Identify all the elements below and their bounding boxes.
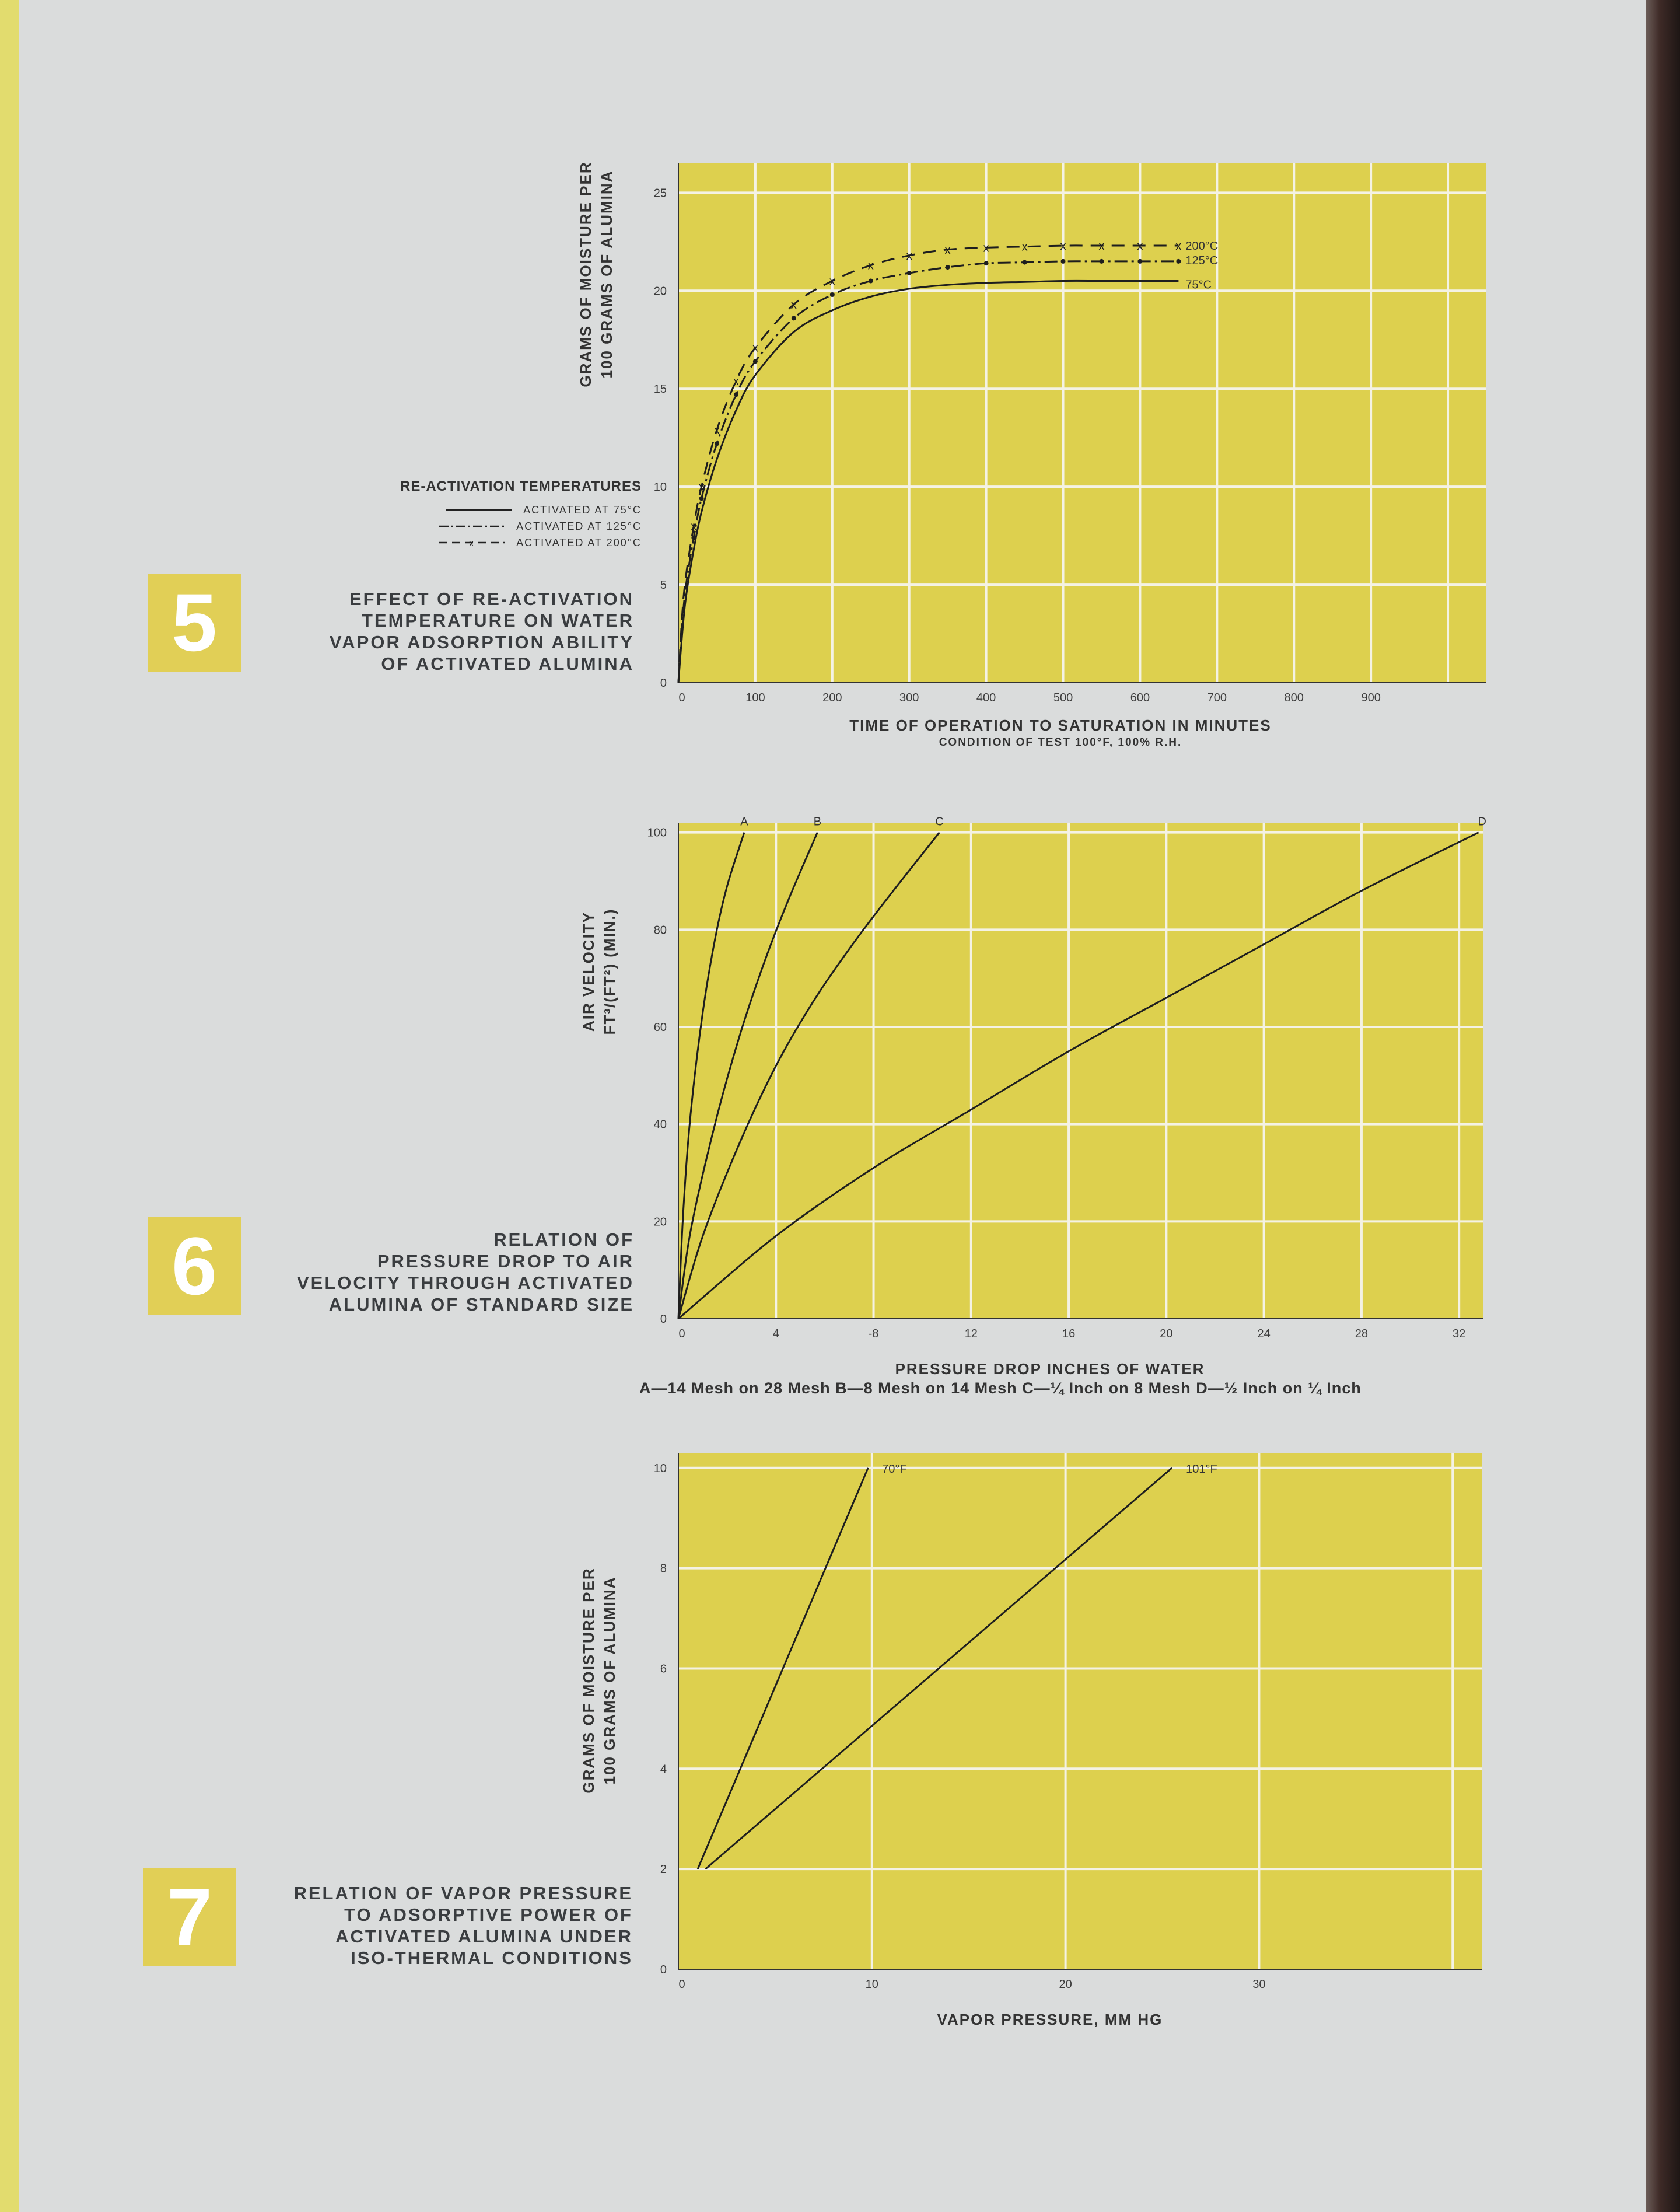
dot-marker (1023, 260, 1027, 265)
dot-marker (753, 359, 758, 364)
plot-area (678, 163, 1486, 683)
y-axis-title-line: 100 GRAMS OF ALUMINA (598, 170, 615, 379)
mesh-size-key: A—14 Mesh on 28 Mesh B—8 Mesh on 14 Mesh C—¼ Inch on 8 Mesh D—½ Inch on ¼ Inch (639, 1379, 1362, 1397)
plot-area (678, 1453, 1482, 1969)
y-axis-title-line: GRAMS OF MOISTURE PER (580, 1567, 597, 1794)
y-tick-label: 25 (653, 187, 667, 200)
y-tick-label: 15 (653, 383, 667, 396)
y-tick-label: 0 (660, 1963, 667, 1976)
x-marker: x (867, 259, 874, 272)
y-tick-label: 0 (660, 677, 667, 690)
x-tick-label: 700 (1207, 691, 1227, 704)
x-tick-label: 400 (976, 691, 996, 704)
x-tick-label: 24 (1257, 1327, 1270, 1340)
series-label: 200°C (1185, 240, 1219, 253)
y-tick-label: 60 (653, 1021, 667, 1034)
y-tick-label: 2 (660, 1863, 667, 1876)
x-tick-label: 12 (964, 1327, 978, 1340)
x-marker: x (752, 341, 758, 355)
x-axis-subtitle: CONDITION OF TEST 100°F, 100% R.H. (939, 736, 1182, 749)
x-marker: x (906, 249, 912, 263)
x-tick-label: 600 (1130, 691, 1150, 704)
x-tick-label: 20 (1059, 1978, 1072, 1991)
x-tick-label: 500 (1053, 691, 1073, 704)
dot-marker (792, 316, 796, 320)
x-tick-label: 0 (678, 691, 685, 704)
series-label: A (740, 815, 748, 829)
y-tick-label: 80 (653, 924, 667, 937)
x-marker: x (1021, 240, 1028, 254)
dot-marker (907, 271, 912, 275)
x-tick-label: 30 (1252, 1978, 1266, 1991)
adsorption-vs-time-chart (0, 0, 1680, 770)
legend-title: RE-ACTIVATION TEMPERATURES (400, 478, 642, 494)
y-tick-label: 10 (653, 1462, 667, 1475)
series-label: D (1478, 815, 1486, 829)
y-axis-title-line: AIR VELOCITY (580, 911, 597, 1032)
dot-marker (699, 496, 704, 501)
x-marker: x (1137, 240, 1143, 253)
dot-marker (1099, 259, 1104, 264)
x-marker: x (1060, 240, 1066, 253)
y-tick-label: 6 (660, 1662, 667, 1676)
x-axis-title: TIME OF OPERATION TO SATURATION IN MINUTES (849, 717, 1272, 734)
x-marker: x (1098, 240, 1105, 253)
plot-area (678, 823, 1483, 1319)
x-tick-label: 100 (746, 691, 765, 704)
x-tick-label: 16 (1062, 1327, 1076, 1340)
x-tick-label: 300 (900, 691, 919, 704)
y-tick-label: 4 (660, 1763, 667, 1776)
y-tick-label: 40 (653, 1118, 667, 1131)
figure-6-caption: RELATION OF PRESSURE DROP TO AIR VELOCITY THROUGH ACTIVATED ALUMINA OF STANDARD SIZE (296, 1229, 634, 1315)
dot-marker (830, 292, 835, 297)
x-marker: x (983, 242, 989, 255)
legend-label-125: ACTIVATED AT 125°C (516, 520, 642, 532)
dot-marker (869, 279, 873, 284)
x-tick-label: 900 (1361, 691, 1381, 704)
x-tick-label: 10 (865, 1978, 878, 1991)
x-tick-label: 4 (772, 1327, 779, 1340)
dot-marker (1061, 259, 1066, 264)
dot-marker (946, 265, 950, 270)
legend-label-75: ACTIVATED AT 75°C (523, 504, 642, 516)
x-marker: x (691, 520, 697, 533)
x-marker: x (733, 375, 739, 388)
series-label: 75°C (1185, 278, 1212, 292)
y-tick-label: 10 (653, 481, 667, 494)
series-label: 70°F (882, 1462, 907, 1476)
x-marker: x (1175, 240, 1182, 253)
figure-7-caption: RELATION OF VAPOR PRESSURE TO ADSORPTIVE POWER OF ACTIVATED ALUMINA UNDER ISO-THERMAL CONDITIONS (293, 1883, 633, 1968)
figure-7-number: 7 (167, 1871, 212, 1963)
figure-6-number: 6 (172, 1220, 217, 1312)
dot-marker (715, 441, 719, 446)
x-marker: x (790, 298, 797, 312)
x-tick-label: 0 (678, 1978, 685, 1991)
y-tick-label: 20 (653, 1215, 667, 1229)
x-marker: x (713, 424, 720, 437)
series-label: 125°C (1185, 254, 1219, 267)
figure-5-number: 5 (172, 576, 217, 668)
series-label: C (935, 815, 944, 829)
dot-marker (984, 261, 989, 265)
air-velocity-vs-pressure-drop-chart (0, 805, 1680, 1412)
y-tick-label: 20 (653, 285, 667, 298)
y-tick-label: 100 (647, 826, 667, 840)
x-tick-label: -8 (868, 1327, 879, 1340)
x-marker: x (944, 243, 951, 257)
legend-label-200: ACTIVATED AT 200°C (516, 537, 642, 548)
y-tick-label: 5 (660, 579, 667, 592)
x-tick-label: 28 (1354, 1327, 1368, 1340)
series-label: 101°F (1186, 1462, 1217, 1476)
y-axis-title-line: 100 GRAMS OF ALUMINA (601, 1576, 618, 1785)
y-tick-label: 0 (660, 1313, 667, 1326)
dot-marker (1176, 259, 1181, 264)
x-axis-title: PRESSURE DROP INCHES OF WATER (895, 1360, 1205, 1378)
x-tick-label: 200 (822, 691, 842, 704)
svg-text:x: x (469, 539, 475, 548)
moisture-vs-vapor-pressure-chart (0, 1435, 1680, 2031)
x-axis-title: VAPOR PRESSURE, MM HG (937, 2011, 1163, 2028)
x-tick-label: 0 (678, 1327, 685, 1340)
dot-marker (1138, 259, 1142, 264)
figure-5-caption: EFFECT OF RE-ACTIVATION TEMPERATURE ON WATER VAPOR ADSORPTION ABILITY OF ACTIVATED ALUMINA (329, 589, 634, 674)
x-marker: x (829, 275, 835, 288)
dot-marker (734, 392, 738, 397)
x-tick-label: 32 (1452, 1327, 1466, 1340)
x-tick-label: 20 (1160, 1327, 1173, 1340)
y-tick-label: 8 (660, 1562, 667, 1575)
series-label: B (813, 815, 822, 829)
x-marker: x (698, 481, 705, 494)
x-tick-label: 800 (1284, 691, 1304, 704)
y-axis-title-line: FT³/(FT²) (MIN.) (601, 908, 618, 1035)
y-axis-title-line: GRAMS OF MOISTURE PER (577, 161, 594, 387)
